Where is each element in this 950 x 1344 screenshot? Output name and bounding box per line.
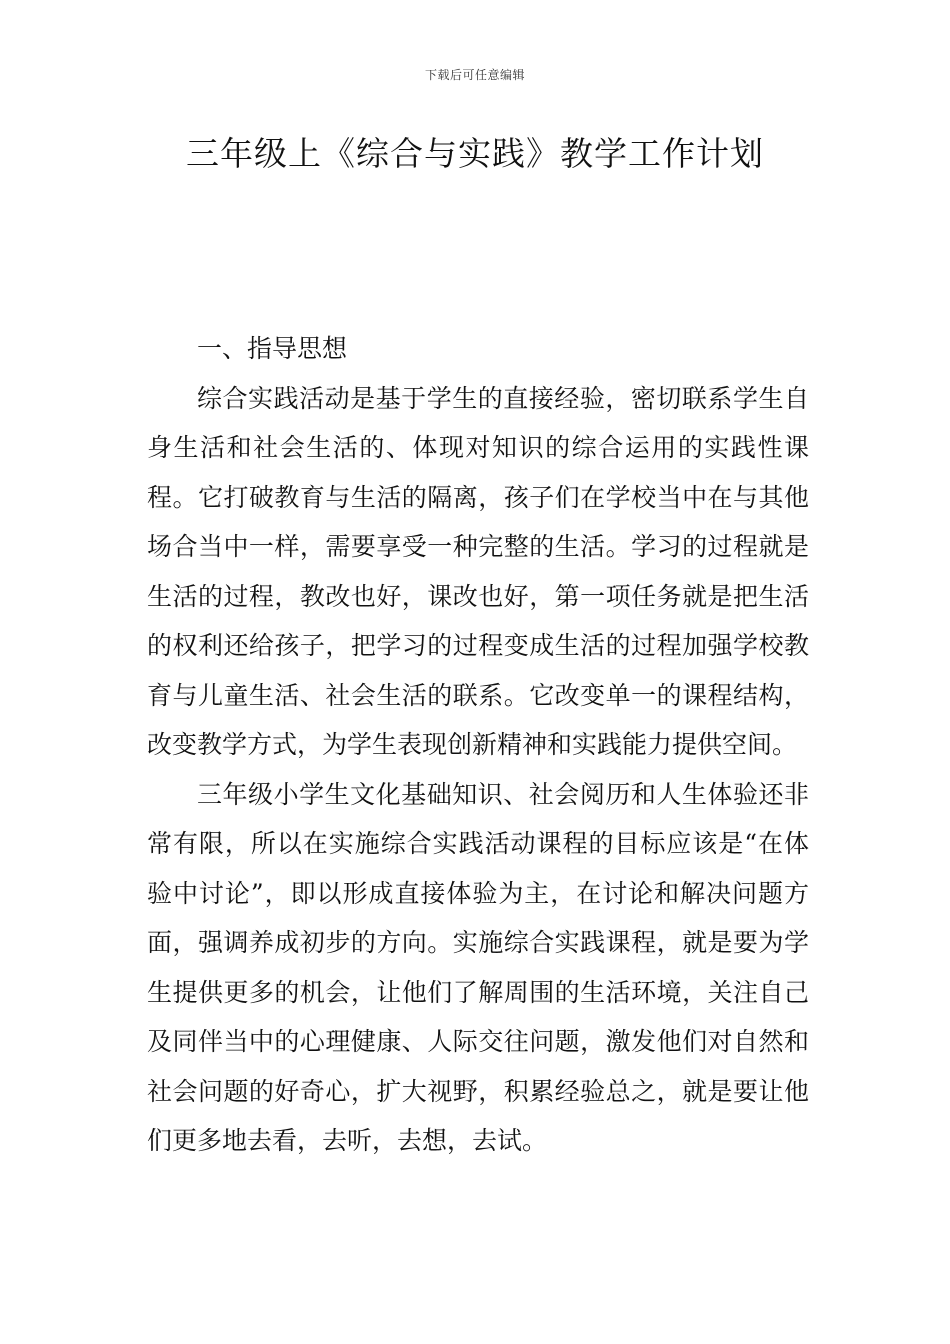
section-heading: 一、指导思想	[197, 334, 348, 363]
paragraph: 综合实践活动是基于学生的直接经验，密切联系学生自身生活和社会生活的、体现对知识的综合运用的实践性课程。它打破教育与生活的隔离，孩子们在学校当中在与其他场合当中一样，需要享受一种完整的生活。学习的过程就是生活的过程，教改也好，课改也好，第一项任务就是把生活的权利还给孩子，把学习的过程变成生活的过程加强学校教育与儿童生活、社会生活的联系。它改变单一的课程结构，改变教学方式，为学生表现创新精神和实践能力提供空间。	[147, 383, 809, 759]
paragraph: 三年级小学生文化基础知识、社会阅历和人生体验还非常有限，所以在实施综合实践活动课程的目标应该是“在体验中讨论”，即以形成直接体验为主，在讨论和解决问题方面，强调养成初步的方向。实施综合实践课程，就是要为学生提供更多的机会，让他们了解周围的生活环境，关注自己及同伴当中的心理健康、人际交往问题，激发他们对自然和社会问题的好奇心，扩大视野，积累经验总之，就是要让他们更多地去看，去听，去想，去试。	[147, 779, 809, 1155]
document-title: 三年级上《综合与实践》教学工作计划	[186, 134, 764, 173]
document-body	[147, 324, 809, 1166]
header-note: 下载后可任意编辑	[424, 68, 525, 82]
